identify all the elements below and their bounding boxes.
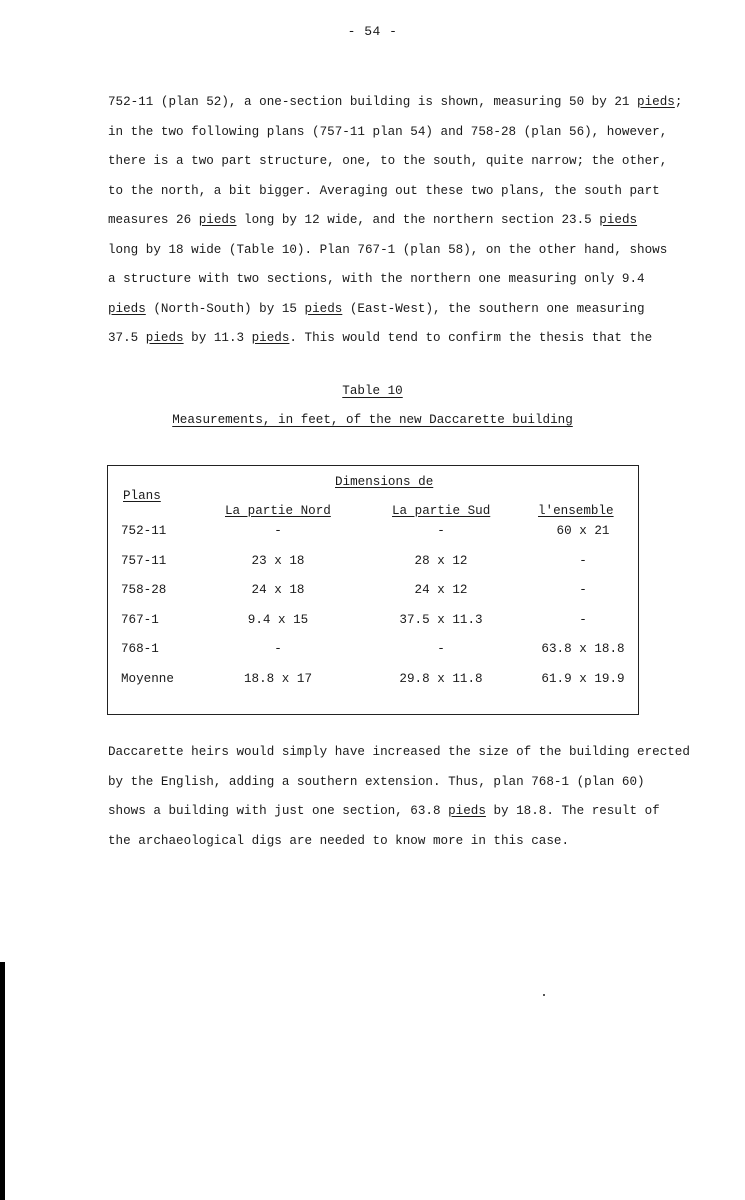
ensemble-cell: 60 x 21 xyxy=(556,524,610,538)
text-line xyxy=(108,88,688,118)
underlined-term: pieds xyxy=(108,301,146,316)
sud-cell: 28 x 12 xyxy=(414,553,468,568)
text-line xyxy=(108,324,688,354)
text-line xyxy=(108,236,688,266)
text-segment: (East-West), the southern one measuring xyxy=(342,301,645,316)
ensemble-cell: - xyxy=(579,612,587,627)
ensemble-cell: 63.8 x 18.8 xyxy=(541,642,625,657)
plan-cell: 752-11 xyxy=(121,524,167,538)
plan-cell: 768-1 xyxy=(121,642,159,657)
text-segment: by the English, adding a southern extension. Thus, plan 768-1 (plan 60) xyxy=(108,774,645,789)
text-segment: there is a two part structure, one, to the south, quite narrow; the other, xyxy=(108,154,668,168)
plan-cell: 757-11 xyxy=(121,553,167,568)
text-segment: . This would tend to confirm the thesis that the xyxy=(289,331,653,345)
text-segment: by 11.3 xyxy=(183,331,252,345)
text-line xyxy=(108,768,688,798)
plan-cell: Moyenne xyxy=(121,672,174,686)
table-title-text: Measurements, in feet, of the new Daccarette building xyxy=(172,413,573,427)
sud-cell: 29.8 x 11.8 xyxy=(399,672,483,686)
column-header-ensemble: l'ensemble xyxy=(538,504,614,518)
ensemble-cell: - xyxy=(579,583,587,598)
ensemble-cell: - xyxy=(579,553,587,568)
text-segment: to the north, a bit bigger. Averaging out these two plans, the south part xyxy=(108,183,660,198)
text-segment: long by 18 wide (Table 10). Plan 767-1 (plan 58), on the other hand, shows xyxy=(108,242,668,257)
paragraph-2 xyxy=(108,738,688,856)
sud-cell: 37.5 x 11.3 xyxy=(399,612,483,627)
underlined-term: pieds xyxy=(448,804,486,818)
page-number: - 54 - xyxy=(347,24,398,39)
scan-edge-mark xyxy=(0,962,5,1200)
table-title xyxy=(0,413,745,427)
text-segment: 752-11 (plan 52), a one-section building is shown, measuring 50 by 21 xyxy=(108,95,638,109)
text-line xyxy=(108,147,688,177)
underlined-term: pieds xyxy=(599,213,638,227)
text-segment: measures 26 xyxy=(108,213,199,227)
column-header-sud: La partie Sud xyxy=(392,504,491,518)
nord-cell: 9.4 x 15 xyxy=(247,612,309,627)
nord-cell: - xyxy=(274,642,282,657)
underlined-term: pieds xyxy=(304,301,343,316)
text-segment: by 18.8. The result of xyxy=(485,804,660,818)
sud-cell: - xyxy=(437,642,445,657)
sud-cell: 24 x 12 xyxy=(414,583,468,598)
paragraph-1 xyxy=(108,88,688,354)
text-segment: the archaeological digs are needed to know more in this case. xyxy=(108,833,570,848)
text-line xyxy=(108,295,688,325)
text-line xyxy=(108,797,688,827)
plan-cell: 767-1 xyxy=(121,612,159,627)
scan-speck xyxy=(543,994,545,996)
group-header: Dimensions de xyxy=(335,475,434,489)
plan-cell: 758-28 xyxy=(121,583,167,598)
underlined-term: pieds xyxy=(637,95,675,109)
text-line xyxy=(108,206,688,236)
text-segment: long by 12 wide, and the northern section 23.5 xyxy=(236,213,600,227)
text-line xyxy=(108,177,688,207)
text-line xyxy=(108,827,688,857)
table-label xyxy=(0,384,745,398)
nord-cell: 18.8 x 17 xyxy=(243,672,313,686)
underlined-term: pieds xyxy=(145,331,184,345)
text-segment: 37.5 xyxy=(108,331,146,345)
text-segment: in the two following plans (757-11 plan 54) and 758-28 (plan 56), however, xyxy=(108,124,668,139)
measurements-table xyxy=(107,465,639,715)
text-line xyxy=(108,118,688,148)
underlined-term: pieds xyxy=(251,331,290,345)
text-segment: Daccarette heirs would simply have increased the size of the building erected xyxy=(108,745,690,759)
text-segment: (North-South) by 15 xyxy=(145,301,305,316)
nord-cell: 23 x 18 xyxy=(251,553,305,568)
table-label-text: Table 10 xyxy=(342,384,403,398)
underlined-term: pieds xyxy=(198,213,237,227)
text-line xyxy=(108,265,688,295)
nord-cell: - xyxy=(274,524,282,538)
text-segment: a structure with two sections, with the northern one measuring only 9.4 xyxy=(108,272,645,286)
nord-cell: 24 x 18 xyxy=(251,583,305,598)
row-header-plans: Plans xyxy=(123,489,161,503)
column-header-nord: La partie Nord xyxy=(225,504,331,518)
ensemble-cell: 61.9 x 19.9 xyxy=(541,672,625,686)
text-line xyxy=(108,738,688,768)
text-segment: ; xyxy=(674,95,683,109)
text-segment: shows a building with just one section, 63.8 xyxy=(108,804,449,818)
sud-cell: - xyxy=(437,524,445,538)
